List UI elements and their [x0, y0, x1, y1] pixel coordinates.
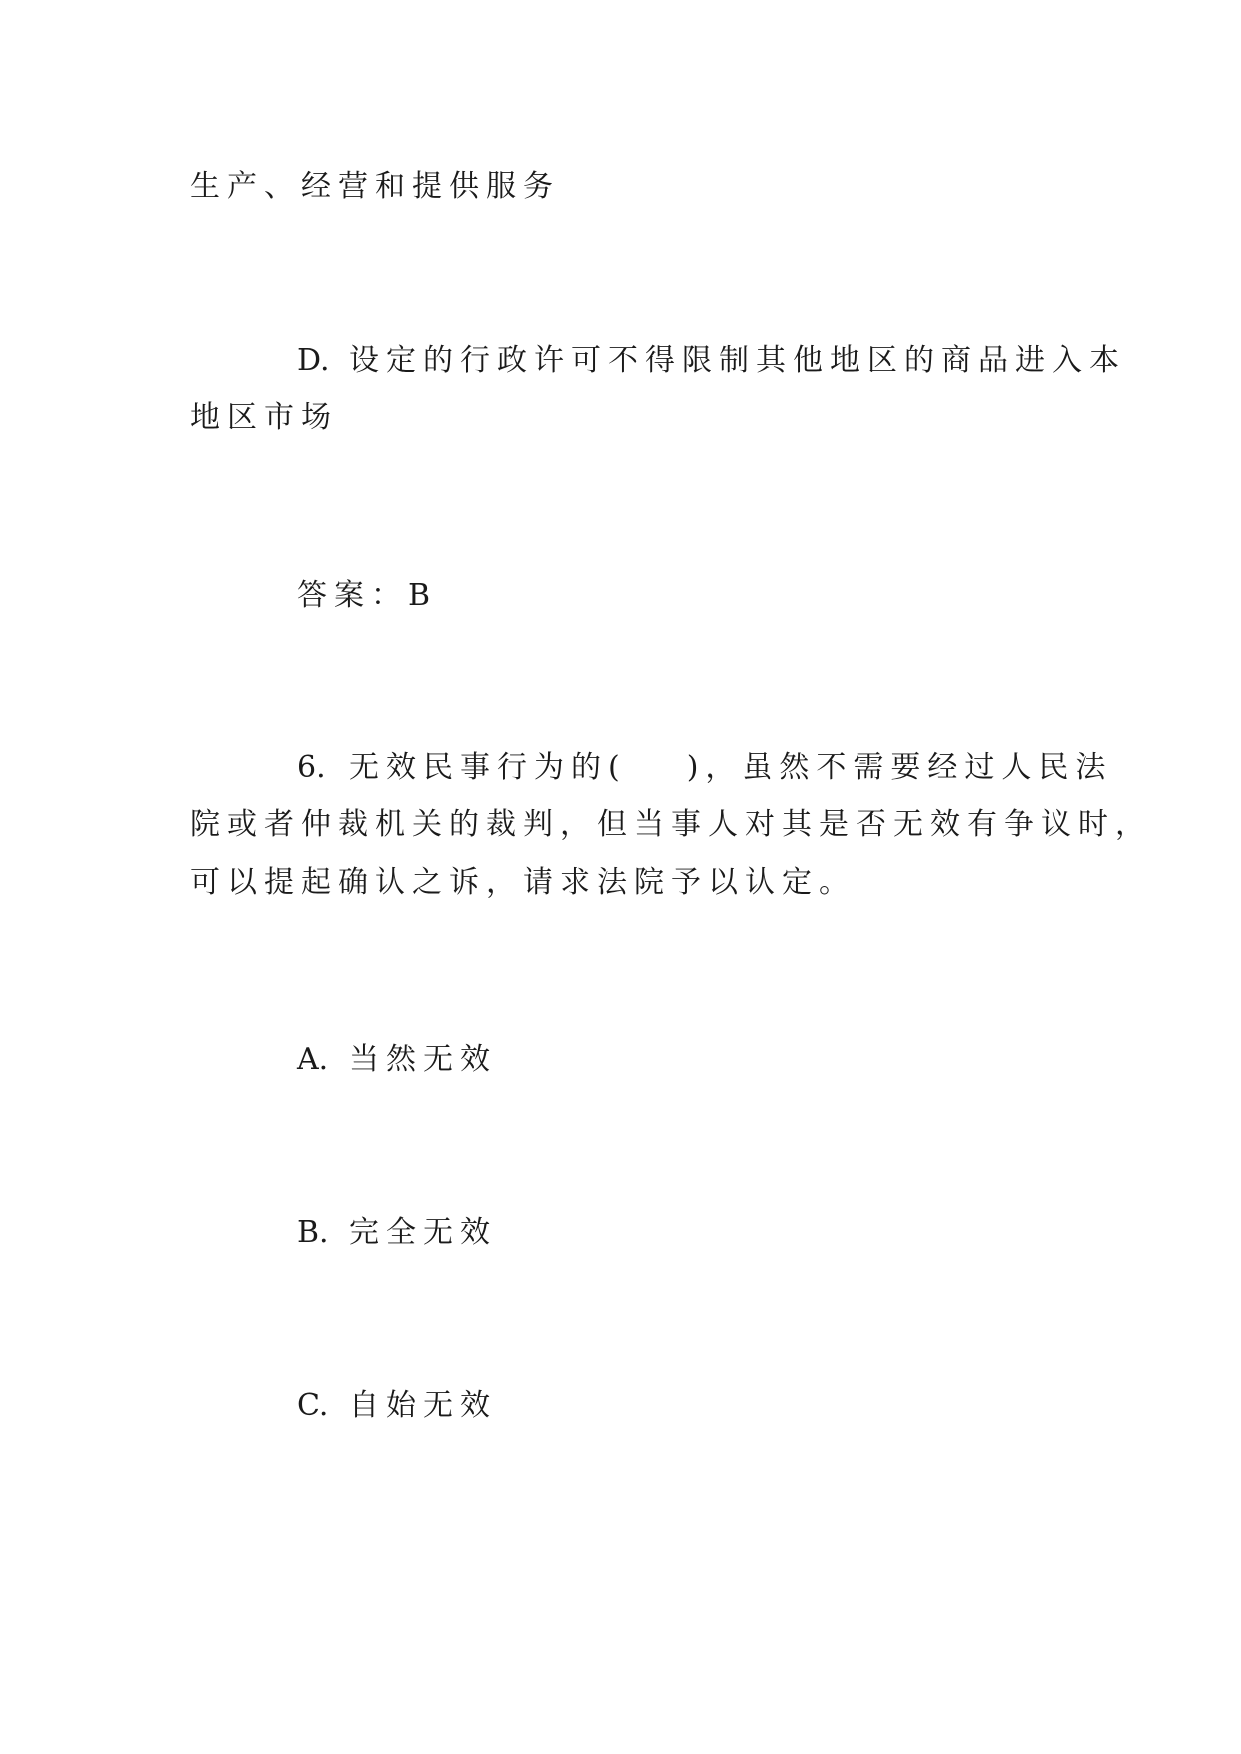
option-a-marker: A.: [297, 1042, 329, 1077]
option-b-marker: B.: [297, 1215, 329, 1250]
option-a-text: 当然无效: [349, 1042, 497, 1077]
option-d-text-line1: 设定的行政许可不得限制其他地区的商品进入本: [349, 343, 1126, 378]
option-c-marker: C.: [297, 1388, 329, 1423]
answer-value: B: [408, 578, 438, 613]
continuation-text: [190, 157, 560, 217]
option-b-text: 完全无效: [349, 1215, 497, 1250]
option-a: [297, 1030, 497, 1090]
option-c: [297, 1376, 497, 1436]
option-d-continuation: [190, 388, 338, 448]
question-6-line2: [190, 795, 1152, 855]
answer-line: [297, 566, 437, 626]
continuation-text-content: 生产、经营和提供服务: [190, 169, 560, 204]
answer-label: 答案：: [297, 578, 408, 613]
option-b: [297, 1203, 497, 1263]
option-c-text: 自始无效: [349, 1388, 497, 1423]
question-6-number: 6.: [297, 750, 326, 785]
question-6-text-line2: 院或者仲裁机关的裁判，但当事人对其是否无效有争议时，: [190, 807, 1152, 842]
option-d-marker: D.: [297, 343, 330, 378]
question-6-line1: [297, 738, 1112, 798]
question-6-text-before-blank: 无效民事行为的(: [349, 750, 627, 785]
option-d-text-line2: 地区市场: [190, 400, 338, 435]
question-6-text-after-blank: )，虽然不需要经过人民法: [686, 750, 1113, 785]
option-d: [297, 331, 1126, 391]
question-6-text-line3: 可以提起确认之诉，请求法院予以认定。: [190, 865, 856, 900]
question-6-line3: [190, 853, 856, 913]
